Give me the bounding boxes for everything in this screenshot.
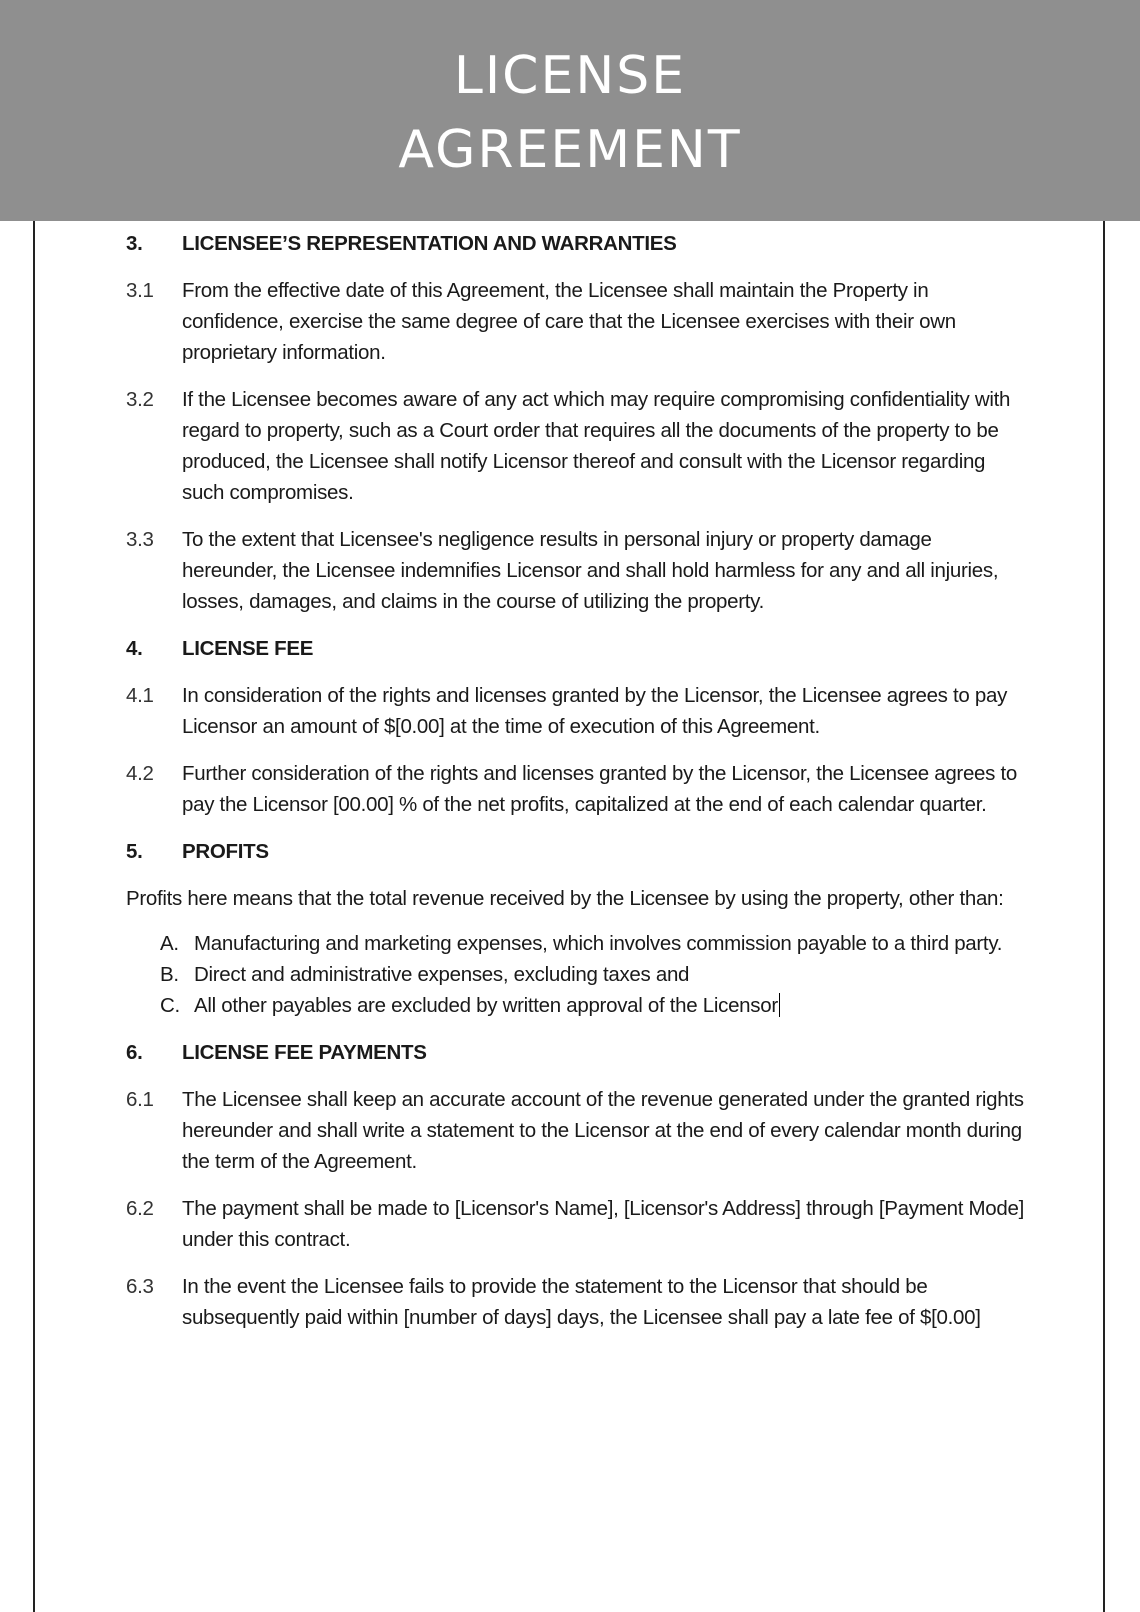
list-letter: C. [160, 994, 180, 1017]
list-item [160, 990, 1026, 1021]
clause-3-1 [126, 275, 1026, 368]
clause-number: 6.1 [126, 1088, 154, 1111]
page-border-left [33, 221, 35, 1612]
clause-text: The payment shall be made to [Licensor's Name], [Licensor's Address] through [Payment Mode] under this contract. [182, 1197, 1024, 1251]
list-text-with-caret[interactable] [194, 990, 1026, 1021]
clause-3-3 [126, 524, 1026, 617]
clause-number: 4.2 [126, 762, 154, 785]
banner-title-line-1: LICENSE [453, 46, 687, 106]
clause-4-1 [126, 680, 1026, 742]
list-text: Direct and administrative expenses, excluding taxes and [194, 963, 690, 986]
list-text: All other payables are excluded by written approval of the Licensor [194, 994, 778, 1017]
section-title: LICENSEE’S REPRESENTATION AND WARRANTIES [182, 232, 677, 255]
list-letter: A. [160, 932, 179, 955]
section-number: 4. [126, 637, 143, 660]
profits-intro: Profits here means that the total revenue received by the Licensee by using the property, other than: [126, 887, 1004, 910]
clause-number: 3.3 [126, 528, 154, 551]
clause-text: The Licensee shall keep an accurate account of the revenue generated under the granted rights hereunder and shall write a statement to the Licensor at the end of every calendar month during the term of the Agreement. [182, 1088, 1024, 1173]
clause-4-2 [126, 758, 1026, 820]
section-heading-3 [126, 228, 1026, 259]
list-text: Manufacturing and marketing expenses, which involves commission payable to a third party. [194, 932, 1003, 955]
section-number: 6. [126, 1041, 143, 1064]
section-title: LICENSE FEE [182, 637, 314, 660]
clause-text: Further consideration of the rights and licenses granted by the Licensor, the Licensee agrees to pay the Licensor [00.00] % of the net profits, capitalized at the end of each calendar quarter. [182, 762, 1018, 816]
list-item [160, 928, 1026, 959]
clause-number: 6.3 [126, 1275, 154, 1298]
list-item [160, 959, 1026, 990]
section-number: 5. [126, 840, 143, 863]
page-border-right [1103, 221, 1105, 1612]
document-body[interactable] [126, 228, 1026, 1349]
clause-text: In consideration of the rights and licenses granted by the Licensor, the Licensee agrees to pay Licensor an amount of $[0.00] at the time of execution of this Agreement. [182, 684, 1008, 738]
clause-number: 4.1 [126, 684, 154, 707]
clause-text: If the Licensee becomes aware of any act which may require compromising confidentiality with regard to property, such as a Court order that requires all the documents of the property to be produced, the Licensee shall notify Licensor thereof and consult with the Licensor regarding such compromises. [182, 388, 1011, 504]
list-letter: B. [160, 963, 179, 986]
banner-title-line-2: AGREEMENT [398, 120, 742, 180]
title-banner [0, 0, 1140, 221]
clause-text: From the effective date of this Agreement, the Licensee shall maintain the Property in confidence, exercise the same degree of care that the Licensee exercises with their own proprietary information. [182, 279, 956, 364]
clause-number: 3.2 [126, 388, 154, 411]
clause-6-2 [126, 1193, 1026, 1255]
clause-6-3 [126, 1271, 1026, 1333]
section-number: 3. [126, 232, 143, 255]
clause-3-2 [126, 384, 1026, 508]
section-heading-5 [126, 836, 1026, 867]
clause-number: 6.2 [126, 1197, 154, 1220]
profits-exclusions-list [126, 928, 1026, 1021]
clause-number: 3.1 [126, 279, 154, 302]
clause-text: To the extent that Licensee's negligence results in personal injury or property damage hereunder, the Licensee indemnifies Licensor and shall hold harmless for any and all injuries, losses, damages, and claims in the course of utilizing the property. [182, 528, 999, 613]
section-heading-4 [126, 633, 1026, 664]
section-heading-6 [126, 1037, 1026, 1068]
section-title: PROFITS [182, 840, 269, 863]
text-cursor [779, 993, 780, 1017]
clause-text: In the event the Licensee fails to provide the statement to the Licensor that should be subsequently paid within [number of days] days, the Licensee shall pay a late fee of $[0.00] [182, 1275, 981, 1329]
section-title: LICENSE FEE PAYMENTS [182, 1041, 427, 1064]
clause-6-1 [126, 1084, 1026, 1177]
